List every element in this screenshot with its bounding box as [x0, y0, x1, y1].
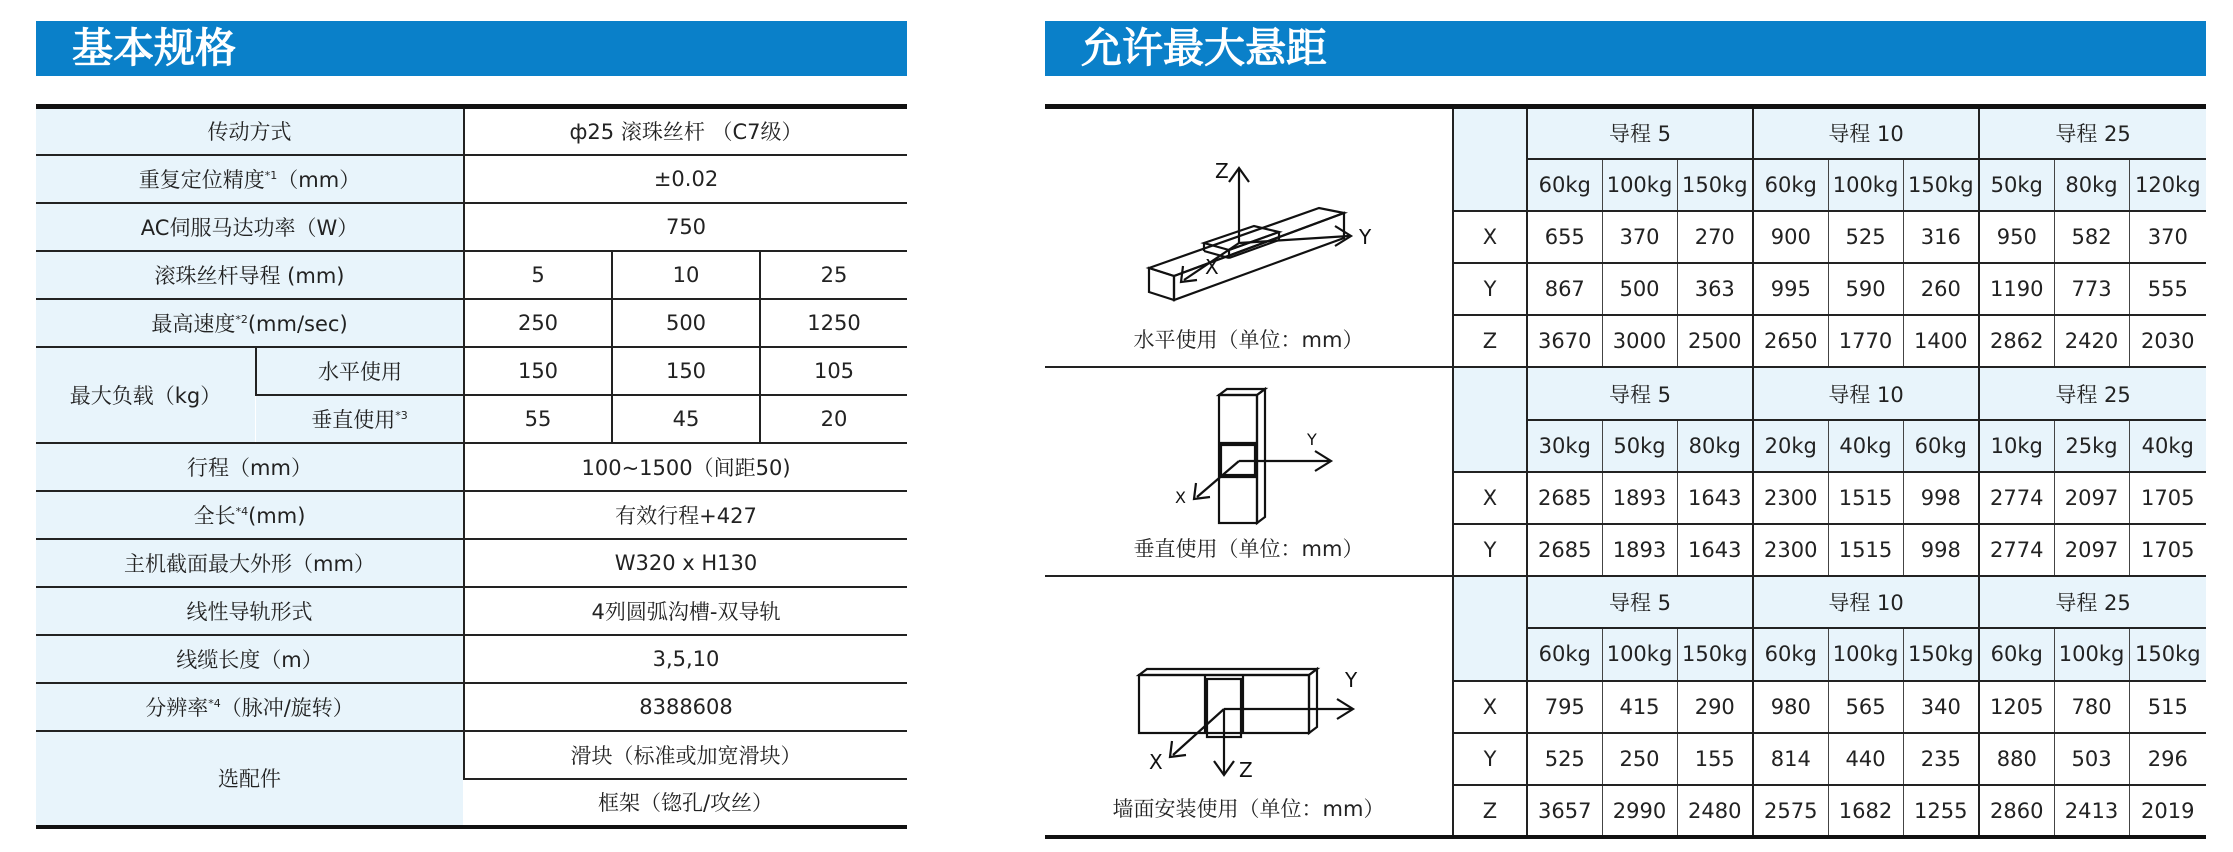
vertical-use-diagram: [1149, 387, 1349, 527]
spec-label: 滚珠丝杆导程 (mm): [36, 251, 464, 299]
table-corner: [1453, 576, 1527, 680]
value-cell: 565: [1828, 681, 1903, 733]
value-cell: 998: [1903, 472, 1979, 524]
value-cell: 1255: [1903, 785, 1979, 837]
spec-value: 1250: [760, 299, 907, 347]
value-cell: 270: [1677, 211, 1753, 263]
spec-value: 20: [760, 395, 907, 443]
spec-section-title-bar: [36, 21, 907, 76]
load-header: 150kg: [1903, 628, 1979, 680]
diagram-caption: 墙面安装使用（单位：mm）: [1112, 797, 1385, 822]
value-cell: 340: [1903, 681, 1979, 733]
load-header: 100kg: [1602, 628, 1677, 680]
spec-value: 框架（锪孔/攻丝）: [464, 779, 907, 827]
value-cell: 1205: [1979, 681, 2054, 733]
value-cell: 2420: [2054, 315, 2129, 367]
value-cell: 370: [1602, 211, 1677, 263]
value-cell: 2097: [2054, 472, 2129, 524]
spec-row-lead: [36, 251, 907, 299]
value-cell: 1515: [1828, 472, 1903, 524]
value-cell: 555: [2129, 263, 2206, 315]
value-cell: 2685: [1527, 472, 1602, 524]
value-cell: 415: [1602, 681, 1677, 733]
spec-value: 5: [464, 251, 612, 299]
spec-row-total-length: [36, 491, 907, 539]
load-header: 120kg: [2129, 159, 2206, 211]
value-cell: 155: [1677, 733, 1753, 785]
value-cell: 2685: [1527, 524, 1602, 576]
spec-value: 105: [760, 347, 907, 395]
lead-header: 导程 10: [1753, 367, 1979, 419]
value-cell: 2575: [1753, 785, 1828, 837]
value-cell: 515: [2129, 681, 2206, 733]
load-header: 60kg: [1753, 159, 1828, 211]
load-header: 40kg: [1828, 420, 1903, 472]
spec-row-guide: [36, 587, 907, 635]
load-header: 100kg: [1828, 159, 1903, 211]
axis-cell: X: [1453, 681, 1527, 733]
load-header: 20kg: [1753, 420, 1828, 472]
axis-label: Y: [1344, 668, 1357, 693]
value-cell: 2097: [2054, 524, 2129, 576]
value-cell: 590: [1828, 263, 1903, 315]
load-header: 150kg: [2129, 628, 2206, 680]
spec-value: 250: [464, 299, 612, 347]
value-cell: 980: [1753, 681, 1828, 733]
load-header: 40kg: [2129, 420, 2206, 472]
value-cell: 235: [1903, 733, 1979, 785]
overhang-table: [1045, 104, 2206, 839]
spec-section-title: 基本规格: [72, 24, 236, 72]
lead-header: 导程 25: [1979, 576, 2206, 628]
axis-cell: X: [1453, 472, 1527, 524]
spec-label: 选配件: [36, 731, 464, 827]
value-cell: 867: [1527, 263, 1602, 315]
spec-row-drive: [36, 107, 907, 155]
spec-value: 滑块（标准或加宽滑块）: [464, 731, 907, 779]
diagram-caption: 水平使用（单位：mm）: [1133, 328, 1364, 353]
spec-sublabel: 垂直使用$^{*3}$: [256, 395, 464, 443]
value-cell: 525: [1527, 733, 1602, 785]
value-cell: 2413: [2054, 785, 2129, 837]
axis-cell: Y: [1453, 263, 1527, 315]
value-cell: 1705: [2129, 472, 2206, 524]
value-cell: 814: [1753, 733, 1828, 785]
spec-row-section-size: [36, 539, 907, 587]
load-header: 80kg: [1677, 420, 1753, 472]
spec-value: 750: [464, 203, 907, 251]
spec-row-max-speed: [36, 299, 907, 347]
axis-cell: Y: [1453, 524, 1527, 576]
value-cell: 2860: [1979, 785, 2054, 837]
axis-cell: X: [1453, 211, 1527, 263]
horizontal-diagram-cell: [1045, 107, 1453, 368]
load-header: 60kg: [1527, 159, 1602, 211]
spec-row-load-horizontal: [36, 347, 907, 395]
value-cell: 1893: [1602, 472, 1677, 524]
wall-diagram-cell: [1045, 576, 1453, 837]
spec-value: ±0.02: [464, 155, 907, 203]
spec-sublabel: 水平使用: [256, 347, 464, 395]
value-cell: 900: [1753, 211, 1828, 263]
load-header: 80kg: [2054, 159, 2129, 211]
value-cell: 2650: [1753, 315, 1828, 367]
axis-label: X: [1148, 750, 1163, 775]
axis-cell: Z: [1453, 785, 1527, 837]
spec-label: 分辨率$^{*4}$（脉冲/旋转）: [36, 683, 464, 731]
overhang-lead-row: [1045, 367, 2206, 419]
value-cell: 525: [1828, 211, 1903, 263]
value-cell: 998: [1903, 524, 1979, 576]
vertical-diagram-cell: [1045, 367, 1453, 576]
spec-label: 行程（mm）: [36, 443, 464, 491]
value-cell: 2774: [1979, 472, 2054, 524]
lead-header: 导程 25: [1979, 367, 2206, 419]
spec-row-motor-power: [36, 203, 907, 251]
spec-label: 主机截面最大外形（mm）: [36, 539, 464, 587]
overhang-lead-row: [1045, 576, 2206, 628]
spec-row-repeatability: [36, 155, 907, 203]
spec-value: ф25 滚珠丝杆 （C7级）: [464, 107, 907, 155]
lead-header: 导程 5: [1527, 107, 1753, 159]
value-cell: 773: [2054, 263, 2129, 315]
load-header: 60kg: [1979, 628, 2054, 680]
spec-value: 100~1500（间距50): [464, 443, 907, 491]
value-cell: 290: [1677, 681, 1753, 733]
value-cell: 1400: [1903, 315, 1979, 367]
value-cell: 250: [1602, 733, 1677, 785]
overhang-section-title: 允许最大悬距: [1081, 24, 1327, 72]
value-cell: 2300: [1753, 524, 1828, 576]
axis-label: X: [1174, 488, 1186, 508]
wall-mount-diagram: [1119, 657, 1379, 787]
load-header: 150kg: [1677, 628, 1753, 680]
load-header: 60kg: [1527, 628, 1602, 680]
load-header: 60kg: [1753, 628, 1828, 680]
value-cell: 440: [1828, 733, 1903, 785]
lead-header: 导程 10: [1753, 576, 1979, 628]
spec-value: 150: [464, 347, 612, 395]
load-header: 30kg: [1527, 420, 1602, 472]
spec-value: 500: [612, 299, 760, 347]
spec-table: [36, 104, 907, 829]
lead-header: 导程 25: [1979, 107, 2206, 159]
value-cell: 260: [1903, 263, 1979, 315]
value-cell: 503: [2054, 733, 2129, 785]
spec-row-options: [36, 731, 907, 779]
value-cell: 995: [1753, 263, 1828, 315]
value-cell: 3000: [1602, 315, 1677, 367]
value-cell: 950: [1979, 211, 2054, 263]
value-cell: 795: [1527, 681, 1602, 733]
spec-label: 重复定位精度$^{*1}$（mm）: [36, 155, 464, 203]
spec-value: 55: [464, 395, 612, 443]
value-cell: 1770: [1828, 315, 1903, 367]
spec-label: AC伺服马达功率（W）: [36, 203, 464, 251]
axis-cell: Y: [1453, 733, 1527, 785]
load-header: 150kg: [1903, 159, 1979, 211]
spec-value: W320 x H130: [464, 539, 907, 587]
value-cell: 316: [1903, 211, 1979, 263]
spec-row-resolution: [36, 683, 907, 731]
spec-label: 线性导轨形式: [36, 587, 464, 635]
load-header: 100kg: [2054, 628, 2129, 680]
axis-label: Z: [1238, 758, 1253, 783]
value-cell: 2019: [2129, 785, 2206, 837]
lead-header: 导程 5: [1527, 367, 1753, 419]
value-cell: 2774: [1979, 524, 2054, 576]
lead-header: 导程 10: [1753, 107, 1979, 159]
spec-value: 150: [612, 347, 760, 395]
table-corner: [1453, 107, 1527, 211]
load-header: 50kg: [1979, 159, 2054, 211]
axis-label: Y: [1358, 225, 1371, 250]
spec-value: 25: [760, 251, 907, 299]
value-cell: 1682: [1828, 785, 1903, 837]
spec-label: 线缆长度（m）: [36, 635, 464, 683]
horizontal-use-diagram: [1119, 148, 1379, 318]
value-cell: 582: [2054, 211, 2129, 263]
spec-value: 4列圆弧沟槽-双导轨: [464, 587, 907, 635]
value-cell: 363: [1677, 263, 1753, 315]
value-cell: 1893: [1602, 524, 1677, 576]
value-cell: 1190: [1979, 263, 2054, 315]
lead-header: 导程 5: [1527, 576, 1753, 628]
overhang-lead-row: [1045, 107, 2206, 159]
spec-row-stroke: [36, 443, 907, 491]
axis-label: X: [1204, 255, 1219, 280]
spec-value: 3,5,10: [464, 635, 907, 683]
table-corner: [1453, 367, 1527, 471]
value-cell: 1643: [1677, 472, 1753, 524]
spec-row-cable: [36, 635, 907, 683]
value-cell: 1705: [2129, 524, 2206, 576]
spec-value: 45: [612, 395, 760, 443]
value-cell: 370: [2129, 211, 2206, 263]
value-cell: 3657: [1527, 785, 1602, 837]
spec-label: 传动方式: [36, 107, 464, 155]
spec-value: 8388608: [464, 683, 907, 731]
value-cell: 2030: [2129, 315, 2206, 367]
spec-label-max-load: 最大负载（kg）: [36, 347, 256, 443]
spec-label: 全长$^{*4}$(mm): [36, 491, 464, 539]
spec-label: 最高速度$^{*2}$(mm/sec): [36, 299, 464, 347]
value-cell: 2480: [1677, 785, 1753, 837]
load-header: 150kg: [1677, 159, 1753, 211]
value-cell: 1643: [1677, 524, 1753, 576]
overhang-section-title-bar: [1045, 21, 2206, 76]
load-header: 100kg: [1828, 628, 1903, 680]
value-cell: 1515: [1828, 524, 1903, 576]
value-cell: 500: [1602, 263, 1677, 315]
value-cell: 3670: [1527, 315, 1602, 367]
value-cell: 2862: [1979, 315, 2054, 367]
value-cell: 780: [2054, 681, 2129, 733]
axis-label: Y: [1306, 430, 1317, 450]
spec-value: 10: [612, 251, 760, 299]
diagram-caption: 垂直使用（单位：mm）: [1133, 537, 1364, 562]
value-cell: 655: [1527, 211, 1602, 263]
load-header: 10kg: [1979, 420, 2054, 472]
load-header: 25kg: [2054, 420, 2129, 472]
axis-cell: Z: [1453, 315, 1527, 367]
value-cell: 2990: [1602, 785, 1677, 837]
load-header: 50kg: [1602, 420, 1677, 472]
load-header: 60kg: [1903, 420, 1979, 472]
value-cell: 2500: [1677, 315, 1753, 367]
value-cell: 880: [1979, 733, 2054, 785]
spec-value: 有效行程+427: [464, 491, 907, 539]
value-cell: 296: [2129, 733, 2206, 785]
axis-label: Z: [1214, 159, 1229, 184]
load-header: 100kg: [1602, 159, 1677, 211]
value-cell: 2300: [1753, 472, 1828, 524]
